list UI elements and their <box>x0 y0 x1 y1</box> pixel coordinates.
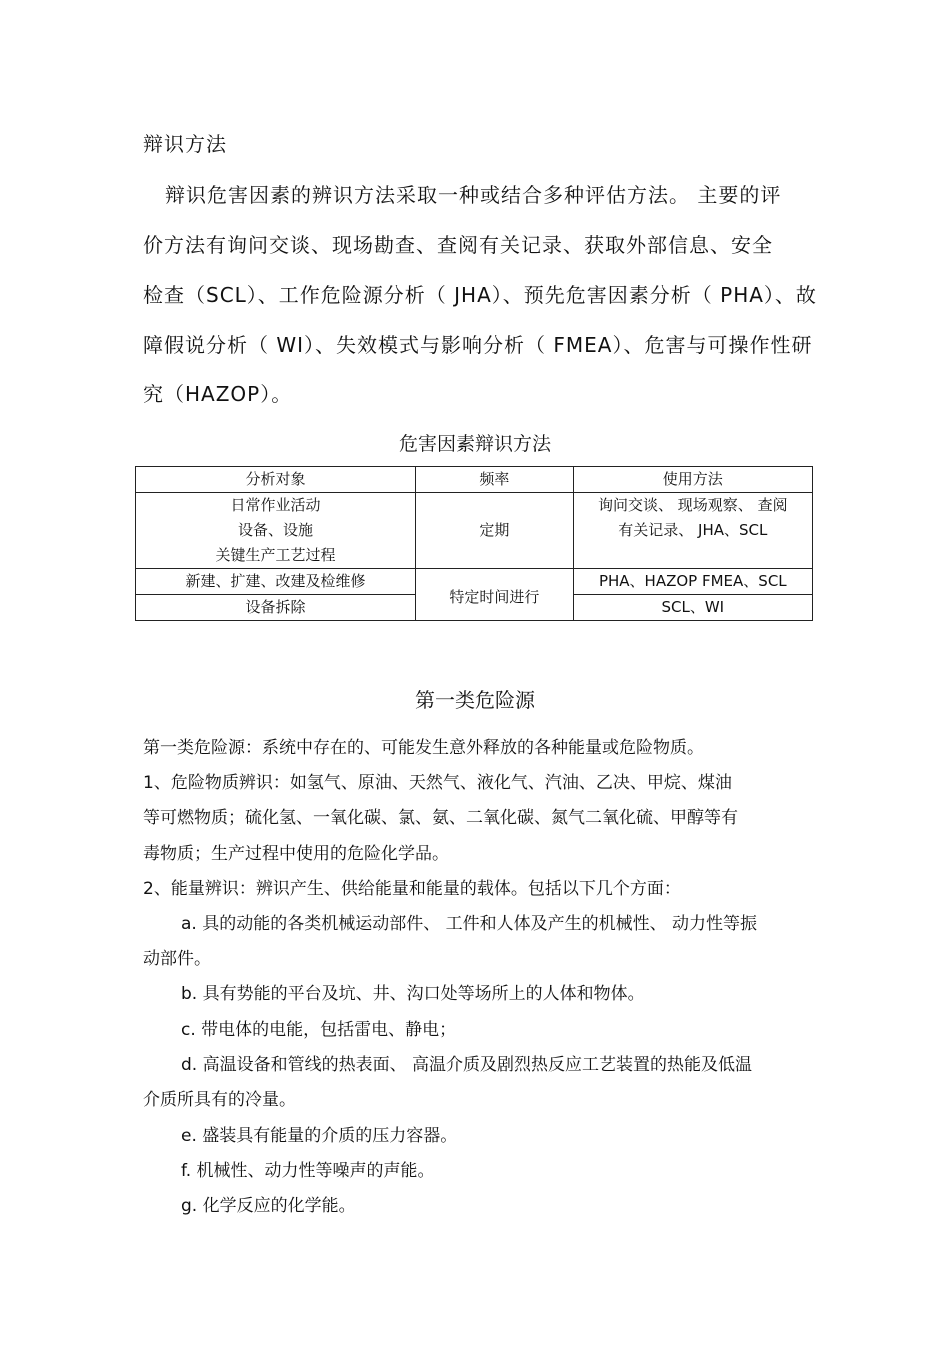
header-method: 使用方法 <box>573 467 812 493</box>
sub-f-text: f. 机械性、动力性等噪声的声能。 <box>181 1161 435 1181</box>
paragraph-line-1: 辩识危害因素的辨识方法采取一种或结合多种评估方法。 主要的评 <box>165 183 782 207</box>
sub-b-text: b. 具有势能的平台及坑、井、沟口处等场所上的人体和物体。 <box>181 984 645 1004</box>
cell-frequency-specific: 特定时间进行 <box>416 569 574 621</box>
table-header-row <box>136 467 813 493</box>
section-heading-identification-methods: 辩识方法 <box>143 132 227 156</box>
item1-line-2: 等可燃物质；硫化氢、一氧化碳、氯、氨、二氧化碳、氮气二氧化硫、甲醇等有 <box>143 808 738 828</box>
sub-a-line-2: 动部件。 <box>143 949 211 969</box>
item1-line-1: 1、危险物质辨识：如氢气、原油、天然气、液化气、汽油、乙决、甲烷、煤油 <box>143 773 732 793</box>
header-frequency: 频率 <box>416 467 574 493</box>
paragraph-line-3: 检查（SCL）、工作危险源分析（ JHA）、预先危害因素分析（ PHA）、故 <box>143 283 817 307</box>
sub-a-line-1: a. 具的动能的各类机械运动部件、 工件和人体及产生的机械性、 动力性等振 <box>181 914 758 934</box>
table-row <box>136 493 813 569</box>
object-line: 日常作业活动 <box>230 496 321 514</box>
method-line: 有关记录、 JHA、SCL <box>618 521 768 539</box>
object-line: 设备、设施 <box>238 521 314 539</box>
cell-methods-routine <box>573 493 812 569</box>
paragraph-line-2: 价方法有询问交谈、现场勘查、查阅有关记录、获取外部信息、安全 <box>143 233 773 257</box>
table-row <box>136 569 813 595</box>
item2-text: 2、能量辨识：辨识产生、供给能量和能量的载体。包括以下几个方面： <box>143 879 681 899</box>
item1-line-3: 毒物质；生产过程中使用的危险化学品。 <box>143 844 449 864</box>
sub-d-line-2: 介质所具有的冷量。 <box>143 1090 296 1110</box>
cell-method-demolition: SCL、WI <box>573 595 812 621</box>
cell-frequency-periodic: 定期 <box>416 493 574 569</box>
paragraph-line-4: 障假说分析（ WI）、失效模式与影响分析（ FMEA）、危害与可操作性研 <box>143 333 813 357</box>
cell-object-construction: 新建、扩建、改建及检维修 <box>136 569 416 595</box>
cell-object-demolition: 设备拆除 <box>136 595 416 621</box>
header-analysis-object: 分析对象 <box>136 467 416 493</box>
sub-d-line-1: d. 高温设备和管线的热表面、 高温介质及剧烈热反应工艺装置的热能及低温 <box>181 1055 753 1075</box>
sub-e-text: e. 盛装具有能量的介质的压力容器。 <box>181 1126 458 1146</box>
paragraph-line-5: 究（HAZOP）。 <box>143 382 293 406</box>
definition-text: 第一类危险源：系统中存在的、可能发生意外释放的各种能量或危险物质。 <box>143 738 704 758</box>
cell-method-construction: PHA、HAZOP FMEA、SCL <box>573 569 812 595</box>
object-line: 关键生产工艺过程 <box>215 546 336 564</box>
method-line: 询问交谈、 现场观察、 查阅 <box>598 496 788 514</box>
section-heading-first-class-hazards: 第一类危险源 <box>415 688 535 712</box>
sub-c-text: c. 带电体的电能，包括雷电、静电； <box>181 1020 457 1040</box>
table-caption: 危害因素辩识方法 <box>398 433 551 455</box>
sub-g-text: g. 化学反应的化学能。 <box>181 1196 356 1216</box>
hazard-methods-table <box>135 466 813 621</box>
cell-objects-routine <box>136 493 416 569</box>
